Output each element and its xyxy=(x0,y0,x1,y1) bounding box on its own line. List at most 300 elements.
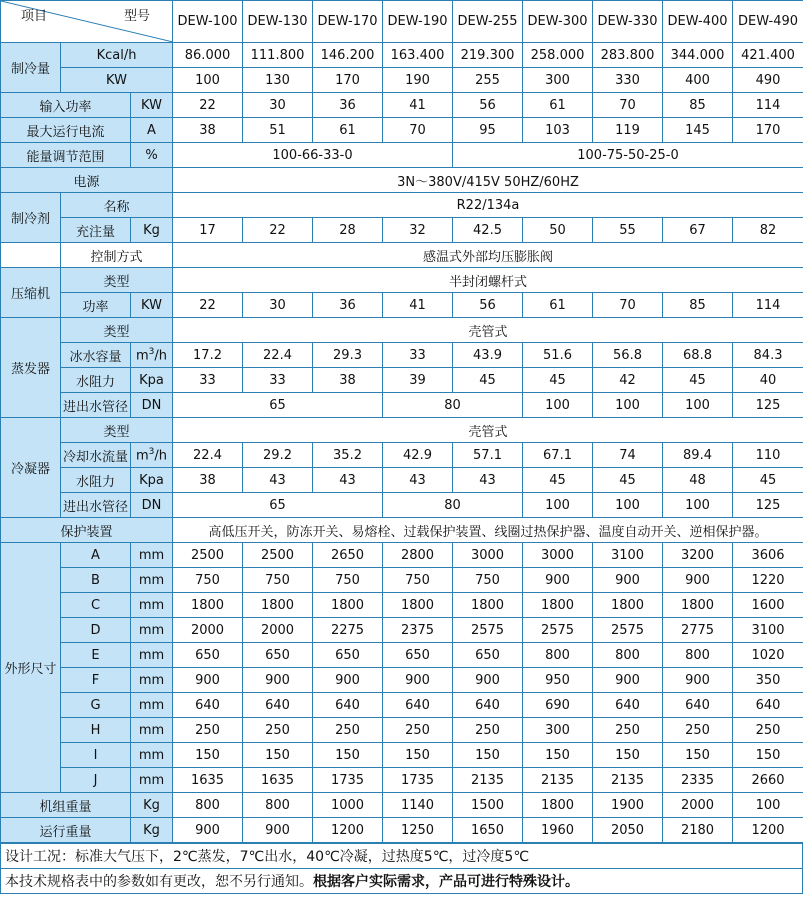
value-cell: 283.800 xyxy=(593,43,663,68)
unit-tail: /h xyxy=(154,348,168,364)
value-cell: 51.6 xyxy=(523,343,593,368)
value-cell: 61 xyxy=(313,118,383,143)
value-cell: 344.000 xyxy=(663,43,733,68)
dimension-row xyxy=(1,718,803,743)
value-cell: 38 xyxy=(173,468,243,493)
value-cell: 2000 xyxy=(173,618,243,643)
model-name: DEW-300 xyxy=(523,1,593,43)
value-cell: 900 xyxy=(593,568,663,593)
dimension-unit: mm xyxy=(131,718,173,743)
value-cell: 750 xyxy=(173,568,243,593)
value-cell: 89.4 xyxy=(663,443,733,468)
value-cell: 2135 xyxy=(593,768,663,793)
cooling-label: 制冷量 xyxy=(1,43,61,93)
value-cell: 190 xyxy=(383,68,453,93)
value-cell: 22 xyxy=(173,93,243,118)
cooling-kcal-row xyxy=(1,43,803,68)
value-cell: 900 xyxy=(593,668,663,693)
refrigerant-charge-label: 充注量 xyxy=(61,218,131,243)
dimension-key: D xyxy=(61,618,131,643)
value-cell: 3000 xyxy=(453,543,523,568)
value-cell: 1200 xyxy=(733,818,803,843)
value-cell: 258.000 xyxy=(523,43,593,68)
value-cell: 33 xyxy=(243,368,313,393)
value-cell: 2775 xyxy=(663,618,733,643)
value-cell: 2335 xyxy=(663,768,733,793)
capacity-range-unit: % xyxy=(131,143,173,168)
value-cell: 68.8 xyxy=(663,343,733,368)
value-cell: 100 xyxy=(523,493,593,518)
value-cell: 2275 xyxy=(313,618,383,643)
value-cell: 150 xyxy=(593,743,663,768)
condenser-type-label: 类型 xyxy=(61,418,173,443)
input-power-row xyxy=(1,93,803,118)
value-cell: 1800 xyxy=(313,593,383,618)
control-method-value: 感温式外部均压膨胀阀 xyxy=(173,243,803,268)
dimension-unit: mm xyxy=(131,743,173,768)
compressor-type-value: 半封闭螺杆式 xyxy=(173,268,803,293)
power-supply-value: 3N～380V/415V 50HZ/60HZ xyxy=(173,168,803,193)
dimension-row xyxy=(1,668,803,693)
value-cell: 17.2 xyxy=(173,343,243,368)
value-cell: 61 xyxy=(523,93,593,118)
max-current-unit: A xyxy=(131,118,173,143)
value-cell: 36 xyxy=(313,293,383,318)
value-cell: 300 xyxy=(523,718,593,743)
value-cell: 170 xyxy=(313,68,383,93)
disclaimer-bold: 根据客户实际需求，产品可进行特殊设计。 xyxy=(313,874,579,890)
value-cell: 1650 xyxy=(453,818,523,843)
value-cell: 800 xyxy=(663,643,733,668)
value-cell: 100 xyxy=(663,393,733,418)
value-cell: 1000 xyxy=(313,793,383,818)
value-cell: 51 xyxy=(243,118,313,143)
value-cell: 900 xyxy=(663,668,733,693)
condenser-flow-label: 冷却水流量 xyxy=(61,443,131,468)
power-supply-row xyxy=(1,168,803,193)
condenser-resistance-unit: Kpa xyxy=(131,468,173,493)
value-cell: 1635 xyxy=(173,768,243,793)
unit-base: m xyxy=(135,448,149,464)
evaporator-pipe-row xyxy=(1,393,803,418)
value-cell: 900 xyxy=(173,818,243,843)
design-conditions-note: 设计工况：标准大气压下，2℃蒸发，7℃出水，40℃冷凝，过热度5℃，过冷度5℃ xyxy=(1,844,803,869)
capacity-range-value: 100-75-50-25-0 xyxy=(453,143,803,168)
value-cell: 150 xyxy=(173,743,243,768)
value-cell: 900 xyxy=(173,668,243,693)
evaporator-resistance-label: 水阻力 xyxy=(61,368,131,393)
value-cell: 48 xyxy=(663,468,733,493)
value-cell: 250 xyxy=(453,718,523,743)
value-cell: 82 xyxy=(733,218,803,243)
disclaimer-plain: 本技术规格表中的参数如有更改，恕不另行通知。 xyxy=(5,874,313,890)
dimension-row xyxy=(1,618,803,643)
value-cell: 1600 xyxy=(733,593,803,618)
value-cell: 119 xyxy=(593,118,663,143)
value-cell: 85 xyxy=(663,93,733,118)
evaporator-flow-row xyxy=(1,343,803,368)
value-cell: 85 xyxy=(663,293,733,318)
value-cell: 29.3 xyxy=(313,343,383,368)
value-cell: 650 xyxy=(383,643,453,668)
value-cell: 3200 xyxy=(663,543,733,568)
value-cell: 150 xyxy=(313,743,383,768)
value-cell: 100 xyxy=(523,393,593,418)
value-cell: 22.4 xyxy=(173,443,243,468)
dimension-unit: mm xyxy=(131,568,173,593)
value-cell: 250 xyxy=(243,718,313,743)
header-item-label: 项目 xyxy=(21,9,48,24)
value-cell: 1250 xyxy=(383,818,453,843)
value-cell: 56 xyxy=(453,93,523,118)
value-cell: 50 xyxy=(523,218,593,243)
refrigerant-charge-row xyxy=(1,218,803,243)
value-cell: 84.3 xyxy=(733,343,803,368)
value-cell: 1800 xyxy=(243,593,313,618)
value-cell: 3100 xyxy=(593,543,663,568)
compressor-label: 压缩机 xyxy=(1,268,61,318)
evaporator-flow-unit xyxy=(131,343,173,368)
value-cell: 255 xyxy=(453,68,523,93)
value-cell: 74 xyxy=(593,443,663,468)
refrigerant-name-label: 名称 xyxy=(61,193,173,218)
value-cell: 1800 xyxy=(523,793,593,818)
dimension-row xyxy=(1,693,803,718)
value-cell: 45 xyxy=(733,468,803,493)
value-cell: 45 xyxy=(593,468,663,493)
value-cell: 1800 xyxy=(453,593,523,618)
value-cell: 1800 xyxy=(173,593,243,618)
value-cell: 56 xyxy=(453,293,523,318)
value-cell: 42.9 xyxy=(383,443,453,468)
dimension-unit: mm xyxy=(131,543,173,568)
value-cell: 1735 xyxy=(313,768,383,793)
dimension-key: F xyxy=(61,668,131,693)
disclaimer-note xyxy=(1,869,803,894)
value-cell: 250 xyxy=(593,718,663,743)
value-cell: 57.1 xyxy=(453,443,523,468)
value-cell: 43.9 xyxy=(453,343,523,368)
dimension-unit: mm xyxy=(131,668,173,693)
dimension-key: B xyxy=(61,568,131,593)
value-cell: 163.400 xyxy=(383,43,453,68)
model-name: DEW-330 xyxy=(593,1,663,43)
value-cell: 70 xyxy=(593,93,663,118)
condenser-resistance-row xyxy=(1,468,803,493)
header-row xyxy=(1,1,803,43)
value-cell: 650 xyxy=(243,643,313,668)
value-cell: 690 xyxy=(523,693,593,718)
value-cell: 250 xyxy=(313,718,383,743)
value-cell: 36 xyxy=(313,93,383,118)
value-cell: 150 xyxy=(663,743,733,768)
dimensions-label: 外形尺寸 xyxy=(1,543,61,793)
input-power-label: 输入功率 xyxy=(1,93,131,118)
value-cell: 640 xyxy=(733,693,803,718)
value-cell: 150 xyxy=(523,743,593,768)
compressor-type-row xyxy=(1,268,803,293)
value-cell: 38 xyxy=(313,368,383,393)
value-cell: 150 xyxy=(383,743,453,768)
value-cell: 330 xyxy=(593,68,663,93)
value-cell: 800 xyxy=(173,793,243,818)
value-cell: 28 xyxy=(313,218,383,243)
note-row xyxy=(1,844,803,869)
value-cell: 800 xyxy=(523,643,593,668)
dimension-key: G xyxy=(61,693,131,718)
value-cell: 219.300 xyxy=(453,43,523,68)
model-name: DEW-100 xyxy=(173,1,243,43)
protection-value: 高低压开关，防冻开关、易熔栓、过载保护装置、线圈过热保护器、温度自动开关、逆相保护器。 xyxy=(173,518,803,543)
value-cell: 100 xyxy=(593,493,663,518)
dimension-unit: mm xyxy=(131,618,173,643)
value-cell: 45 xyxy=(453,368,523,393)
header-model-label: 型号 xyxy=(124,9,151,24)
value-cell: 2050 xyxy=(593,818,663,843)
value-cell: 67 xyxy=(663,218,733,243)
value-cell: 1900 xyxy=(593,793,663,818)
value-cell: 95 xyxy=(453,118,523,143)
value-cell: 900 xyxy=(663,568,733,593)
value-cell: 1800 xyxy=(593,593,663,618)
evaporator-pipe-label: 进出水管径 xyxy=(61,393,131,418)
value-cell: 1800 xyxy=(523,593,593,618)
value-cell: 250 xyxy=(663,718,733,743)
value-cell: 400 xyxy=(663,68,733,93)
value-cell: 45 xyxy=(663,368,733,393)
refrigerant-name-value: R22/134a xyxy=(173,193,803,218)
value-cell: 35.2 xyxy=(313,443,383,468)
unit-tail: /h xyxy=(154,448,168,464)
value-cell: 1200 xyxy=(313,818,383,843)
value-cell: 22.4 xyxy=(243,343,313,368)
value-cell: 42.5 xyxy=(453,218,523,243)
value-cell: 250 xyxy=(383,718,453,743)
value-cell: 2575 xyxy=(453,618,523,643)
value-cell: 170 xyxy=(733,118,803,143)
dimension-row xyxy=(1,543,803,568)
control-method-label: 控制方式 xyxy=(61,243,173,268)
value-cell: 56.8 xyxy=(593,343,663,368)
value-cell: 114 xyxy=(733,293,803,318)
capacity-range-row xyxy=(1,143,803,168)
value-cell: 43 xyxy=(453,468,523,493)
dimension-unit: mm xyxy=(131,693,173,718)
model-name: DEW-400 xyxy=(663,1,733,43)
dimension-unit: mm xyxy=(131,768,173,793)
value-cell: 39 xyxy=(383,368,453,393)
value-cell: 67.1 xyxy=(523,443,593,468)
dimension-key: A xyxy=(61,543,131,568)
value-cell: 86.000 xyxy=(173,43,243,68)
evaporator-type-value: 壳管式 xyxy=(173,318,803,343)
spec-table-body xyxy=(1,1,803,843)
value-cell: 17 xyxy=(173,218,243,243)
value-cell: 900 xyxy=(313,668,383,693)
dimension-key: J xyxy=(61,768,131,793)
evaporator-flow-label: 冰水容量 xyxy=(61,343,131,368)
value-cell: 2135 xyxy=(523,768,593,793)
value-cell: 45 xyxy=(523,468,593,493)
cooling-kw-row xyxy=(1,68,803,93)
unit-weight-unit: Kg xyxy=(131,793,173,818)
dimension-key: C xyxy=(61,593,131,618)
evaporator-pipe-unit: DN xyxy=(131,393,173,418)
value-cell: 111.800 xyxy=(243,43,313,68)
compressor-power-unit: KW xyxy=(131,293,173,318)
value-cell: 33 xyxy=(383,343,453,368)
value-cell: 100 xyxy=(733,793,803,818)
value-cell: 750 xyxy=(453,568,523,593)
condenser-resistance-label: 水阻力 xyxy=(61,468,131,493)
dimension-row xyxy=(1,593,803,618)
evaporator-label: 蒸发器 xyxy=(1,318,61,418)
value-cell: 146.200 xyxy=(313,43,383,68)
dimension-key: I xyxy=(61,743,131,768)
protection-label: 保护装置 xyxy=(1,518,173,543)
value-cell: 30 xyxy=(243,93,313,118)
evaporator-type-row xyxy=(1,318,803,343)
control-method-row xyxy=(1,243,803,268)
value-cell: 130 xyxy=(243,68,313,93)
value-cell: 750 xyxy=(243,568,313,593)
value-cell: 40 xyxy=(733,368,803,393)
value-cell: 750 xyxy=(383,568,453,593)
value-cell: 640 xyxy=(243,693,313,718)
model-name: DEW-255 xyxy=(453,1,523,43)
value-cell: 250 xyxy=(173,718,243,743)
value-cell: 750 xyxy=(313,568,383,593)
value-cell: 1800 xyxy=(663,593,733,618)
condenser-type-row xyxy=(1,418,803,443)
dimension-row xyxy=(1,643,803,668)
value-cell: 65 xyxy=(173,493,383,518)
evaporator-resistance-unit: Kpa xyxy=(131,368,173,393)
value-cell: 3100 xyxy=(733,618,803,643)
value-cell: 490 xyxy=(733,68,803,93)
value-cell: 650 xyxy=(313,643,383,668)
max-current-row xyxy=(1,118,803,143)
value-cell: 22 xyxy=(243,218,313,243)
power-supply-label: 电源 xyxy=(1,168,173,193)
value-cell: 110 xyxy=(733,443,803,468)
value-cell: 1500 xyxy=(453,793,523,818)
value-cell: 43 xyxy=(243,468,313,493)
condenser-flow-unit xyxy=(131,443,173,468)
value-cell: 650 xyxy=(173,643,243,668)
value-cell: 125 xyxy=(733,493,803,518)
header-diagonal-cell xyxy=(1,1,173,43)
value-cell: 2375 xyxy=(383,618,453,643)
dimension-row xyxy=(1,768,803,793)
value-cell: 125 xyxy=(733,393,803,418)
unit-superscript: 3 xyxy=(148,446,155,457)
value-cell: 32 xyxy=(383,218,453,243)
value-cell: 43 xyxy=(313,468,383,493)
compressor-power-row xyxy=(1,293,803,318)
value-cell: 1800 xyxy=(383,593,453,618)
dimension-row xyxy=(1,568,803,593)
value-cell: 640 xyxy=(313,693,383,718)
value-cell: 70 xyxy=(383,118,453,143)
value-cell: 300 xyxy=(523,68,593,93)
value-cell: 43 xyxy=(383,468,453,493)
value-cell: 45 xyxy=(523,368,593,393)
model-name: DEW-170 xyxy=(313,1,383,43)
max-current-label: 最大运行电流 xyxy=(1,118,131,143)
value-cell: 900 xyxy=(243,668,313,693)
refrigerant-charge-unit: Kg xyxy=(131,218,173,243)
value-cell: 2135 xyxy=(453,768,523,793)
operating-weight-label: 运行重量 xyxy=(1,818,131,843)
dimension-unit: mm xyxy=(131,593,173,618)
dimension-key: H xyxy=(61,718,131,743)
value-cell: 41 xyxy=(383,293,453,318)
value-cell: 650 xyxy=(453,643,523,668)
value-cell: 1020 xyxy=(733,643,803,668)
value-cell: 29.2 xyxy=(243,443,313,468)
value-cell: 1140 xyxy=(383,793,453,818)
value-cell: 900 xyxy=(383,668,453,693)
value-cell: 1220 xyxy=(733,568,803,593)
model-name: DEW-130 xyxy=(243,1,313,43)
value-cell: 2660 xyxy=(733,768,803,793)
value-cell: 1735 xyxy=(383,768,453,793)
value-cell: 640 xyxy=(453,693,523,718)
value-cell: 1960 xyxy=(523,818,593,843)
model-name: DEW-190 xyxy=(383,1,453,43)
value-cell: 2500 xyxy=(173,543,243,568)
dimension-unit: mm xyxy=(131,643,173,668)
value-cell: 80 xyxy=(383,393,523,418)
condenser-pipe-unit: DN xyxy=(131,493,173,518)
value-cell: 900 xyxy=(453,668,523,693)
value-cell: 250 xyxy=(733,718,803,743)
value-cell: 22 xyxy=(173,293,243,318)
capacity-range-label: 能量调节范围 xyxy=(1,143,131,168)
cooling-kcal-unit: Kcal/h xyxy=(61,43,173,68)
input-power-unit: KW xyxy=(131,93,173,118)
value-cell: 41 xyxy=(383,93,453,118)
value-cell: 640 xyxy=(593,693,663,718)
refrigerant-name-row xyxy=(1,193,803,218)
condenser-flow-row xyxy=(1,443,803,468)
dimension-key: E xyxy=(61,643,131,668)
control-spacer xyxy=(1,243,61,268)
value-cell: 150 xyxy=(243,743,313,768)
notes-table xyxy=(0,843,803,894)
value-cell: 421.400 xyxy=(733,43,803,68)
value-cell: 150 xyxy=(453,743,523,768)
value-cell: 30 xyxy=(243,293,313,318)
condenser-pipe-row xyxy=(1,493,803,518)
value-cell: 100 xyxy=(593,393,663,418)
evaporator-resistance-row xyxy=(1,368,803,393)
value-cell: 100 xyxy=(663,493,733,518)
value-cell: 103 xyxy=(523,118,593,143)
value-cell: 65 xyxy=(173,393,383,418)
note-row xyxy=(1,869,803,894)
operating-weight-row xyxy=(1,818,803,843)
value-cell: 2575 xyxy=(593,618,663,643)
unit-weight-row xyxy=(1,793,803,818)
value-cell: 150 xyxy=(733,743,803,768)
value-cell: 2000 xyxy=(243,618,313,643)
compressor-power-label: 功率 xyxy=(61,293,131,318)
value-cell: 33 xyxy=(173,368,243,393)
condenser-type-value: 壳管式 xyxy=(173,418,803,443)
value-cell: 900 xyxy=(523,568,593,593)
